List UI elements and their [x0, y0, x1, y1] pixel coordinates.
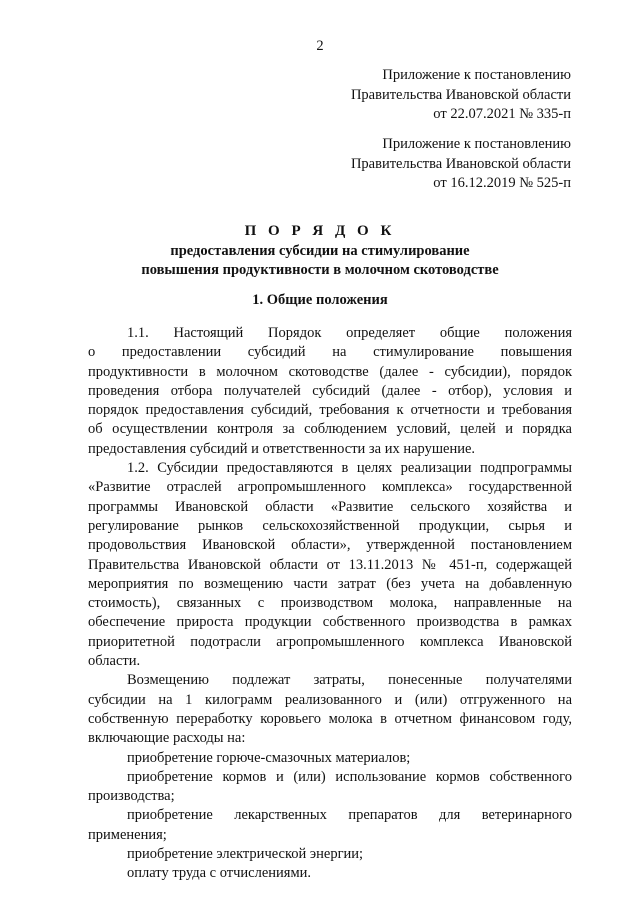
title-subtitle-line: повышения продуктивности в молочном скотоводстве	[141, 262, 499, 278]
document-body	[88, 324, 572, 884]
appendix-line: от 22.07.2021 № 335-п	[433, 106, 571, 122]
paragraph-line: приоритетной подотрасли агропромышленного комплекса Ивановской	[88, 633, 572, 650]
page-number: 2	[316, 38, 324, 54]
appendix-line: Правительства Ивановской области	[350, 155, 571, 172]
appendix-line: Правительства Ивановской области	[350, 86, 571, 103]
appendix-note-original	[351, 135, 571, 194]
document-title	[0, 222, 640, 281]
paragraph-line: 1.2. Субсидии предоставляются в целях реализации подпрограммы	[127, 460, 572, 477]
paragraph	[88, 459, 572, 671]
paragraph-line: собственную переработку коровьего молока в отчетном финансовом году,	[88, 710, 572, 727]
paragraph-line: проведения отбора получателей субсидий (далее - отбор), условия и	[88, 382, 572, 399]
appendix-line: от 16.12.2019 № 525-п	[433, 175, 571, 191]
paragraph-line: предоставления субсидий и ответственности за их нарушение.	[88, 440, 476, 457]
paragraph-line: производства;	[88, 788, 175, 805]
paragraph-line: регулирование рынков сельскохозяйственной продукции, сырья и	[88, 517, 572, 534]
title-subtitle-line: предоставления субсидии на стимулирование	[170, 242, 470, 259]
paragraph-line: приобретение горюче-смазочных материалов;	[127, 749, 411, 766]
paragraph-line: Возмещению подлежат затраты, понесенные получателями	[127, 672, 572, 689]
paragraph-line: продовольствия Ивановской области», утвержденной постановлением	[88, 537, 572, 554]
paragraph	[88, 749, 572, 768]
appendix-line: Приложение к постановлению	[382, 67, 571, 83]
paragraph-line: области.	[88, 653, 141, 670]
paragraph-line: оплату труда с отчислениями.	[127, 865, 312, 882]
appendix-note-current	[351, 66, 571, 125]
paragraph-line: об осуществлении контроля за соблюдением условий, целей и порядка	[88, 421, 572, 438]
paragraph	[88, 806, 572, 845]
paragraph-line: приобретение лекарственных препаратов для ветеринарного	[127, 807, 572, 824]
appendix-line: Приложение к постановлению	[382, 136, 571, 152]
paragraph-line: обеспечение прироста продукции собственного производства в рамках	[88, 614, 572, 631]
paragraph-line: порядок предоставления субсидий, требования к отчетности и требования	[88, 402, 572, 419]
paragraph-line: Правительства Ивановской области от 13.11.2013 № 451-п, содержащей	[88, 556, 572, 573]
paragraph	[88, 864, 572, 883]
paragraph-line: 1.1. Настоящий Порядок определяет общие положения	[127, 325, 572, 341]
paragraph	[88, 324, 572, 459]
section-heading: 1. Общие положения	[252, 292, 388, 308]
paragraph-line: приобретение электрической энергии;	[127, 846, 364, 863]
paragraph-line: стоимость), связанных с производством молока, направленные на	[88, 595, 572, 612]
paragraph-line: программы Ивановской области «Развитие сельского хозяйства и	[88, 498, 572, 515]
paragraph-line: включающие расходы на:	[88, 730, 246, 747]
paragraph-line: «Развитие отраслей агропромышленного комплекса» государственной	[88, 479, 572, 496]
paragraph	[88, 768, 572, 807]
paragraph-line: субсидии на 1 килограмм реализованного и (или) отгруженного на	[88, 691, 572, 708]
paragraph-line: мероприятия по возмещению части затрат (без учета на добавленную	[88, 575, 572, 592]
paragraph-line: продуктивности в молочном скотоводстве (далее - субсидии), порядок	[88, 363, 572, 380]
paragraph-line: применения;	[88, 826, 167, 843]
paragraph-line: приобретение кормов и (или) использование кормов собственного	[127, 768, 572, 785]
paragraph-line: о предоставлении субсидий на стимулирование повышения	[88, 344, 572, 361]
paragraph	[88, 845, 572, 864]
paragraph	[88, 671, 572, 748]
title-main: П О Р Я Д О К	[244, 223, 396, 239]
